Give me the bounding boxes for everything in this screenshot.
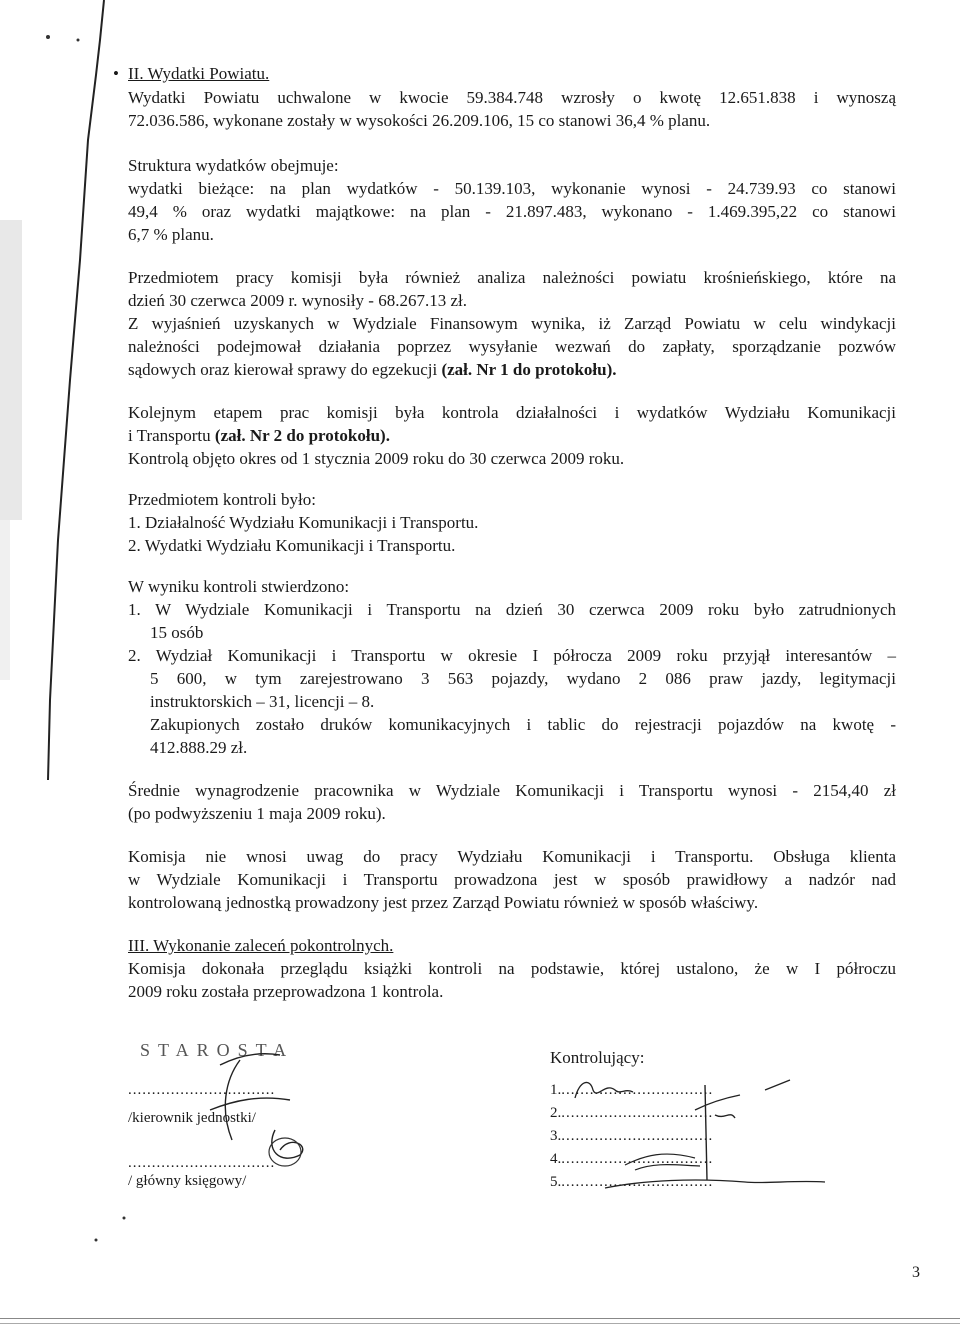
- paragraph-line: (po podwyższeniu 1 maja 2009 roku).: [128, 804, 386, 823]
- list-item-continued: Zakupionych zostało druków komunikacyjnych i tablic do rejestracji pojazdów na kwotę -: [150, 715, 896, 734]
- list-item: 2. Wydatki Wydziału Komunikacji i Transportu.: [128, 536, 456, 555]
- signature-line: ................................: [561, 1151, 714, 1167]
- paragraph-text: i Transportu: [128, 426, 211, 445]
- paragraph-line: kontrolowaną jednostką prowadzony jest przez Zarząd Powiatu również w sposób właściwy.: [128, 893, 759, 912]
- paragraph-line: Kontrolą objęto okres od 1 stycznia 2009 roku do 30 czerwca 2009 roku.: [128, 449, 625, 468]
- signature-line: ................................: [561, 1082, 714, 1098]
- inspector-slot: [550, 1172, 713, 1192]
- inspector-number: 3.: [550, 1128, 562, 1144]
- inspector-number: 2.: [550, 1105, 562, 1121]
- paragraph-line: [128, 359, 616, 381]
- list-item: 1. Działalność Wydziału Komunikacji i Transportu.: [128, 513, 479, 532]
- list-item-continued: 412.888.29 zł.: [150, 738, 248, 757]
- paragraph-line: 2009 roku została przeprowadzona 1 kontrola.: [128, 982, 444, 1001]
- paragraph-line: [128, 425, 390, 447]
- signature-line: ................................: [561, 1105, 714, 1121]
- inspector-slot: [550, 1149, 713, 1169]
- list-item: 2. Wydział Komunikacji i Transportu w okresie I półrocza 2009 roku przyjął interesantów –: [128, 646, 896, 665]
- attachment-reference: (zał. Nr 2 do protokołu).: [214, 426, 390, 445]
- paragraph-line: Struktura wydatków obejmuje:: [128, 156, 339, 175]
- signature-line: ...............................: [128, 1155, 276, 1171]
- list-item-continued: 5 600, w tym zarejestrowano 3 563 pojazdy, wydano 2 086 praw jazdy, legitymacji: [150, 669, 896, 688]
- paragraph-line: Wydatki Powiatu uchwalone w kwocie 59.384.748 wzrosły o kwotę 12.651.838 i wynoszą: [128, 88, 896, 107]
- attachment-reference: (zał. Nr 1 do protokołu).: [441, 360, 617, 379]
- list-title: Przedmiotem kontroli było:: [128, 490, 316, 509]
- paragraph-line: 49,4 % oraz wydatki majątkowe: na plan - 21.897.483, wykonano - 1.469.395,22 co stanowi: [128, 202, 896, 221]
- paragraph-line: Z wyjaśnień uzyskanych w Wydziale Finansowym wynika, iż Zarząd Powiatu w celu windykacji: [128, 314, 896, 333]
- signature-line: ................................: [561, 1174, 714, 1190]
- paragraph-line: w Wydziale Komunikacji i Transportu prowadzona jest w sposób prawidłowy a nadzór nad: [128, 870, 896, 889]
- inspector-slot: [550, 1103, 713, 1123]
- section-heading-wydatki: II. Wydatki Powiatu.: [128, 64, 270, 83]
- inspector-slot: [550, 1080, 713, 1100]
- scan-edge-artifact: [0, 0, 130, 1343]
- paragraph-text: sądowych oraz kierował sprawy do egzekucji: [128, 360, 438, 379]
- paragraph-line: Kolejnym etapem prac komisji była kontrola działalności i wydatków Wydziału Komunikacji: [128, 403, 896, 422]
- page-number: 3: [912, 1264, 920, 1281]
- paragraph-line: 6,7 % planu.: [128, 225, 214, 244]
- stamp-text: STAROSTA: [140, 1040, 295, 1060]
- inspector-number: 1.: [550, 1082, 562, 1098]
- inspectors-title: Kontrolujący:: [550, 1048, 645, 1067]
- paragraph-line: wydatki bieżące: na plan wydatków - 50.139.103, wykonanie wynosi - 24.739.93 co stanowi: [128, 179, 896, 198]
- paragraph-line: dzień 30 czerwca 2009 r. wynosiły - 68.267.13 zł.: [128, 291, 467, 310]
- paragraph-line: Przedmiotem pracy komisji była również analiza należności powiatu krośnieńskiego, które na: [128, 268, 896, 287]
- scan-bottom-line: [0, 1323, 960, 1324]
- signature-label-ksiegowy: / główny księgowy/: [128, 1173, 247, 1189]
- signature-line: ................................: [561, 1128, 714, 1144]
- paragraph-line: Komisja nie wnosi uwag do pracy Wydziału Komunikacji i Transportu. Obsługa klienta: [128, 847, 896, 866]
- paragraph-line: 72.036.586, wykonane zostały w wysokości 26.209.106, 15 co stanowi 36,4 % planu.: [128, 111, 711, 130]
- paragraph-line: należności podejmował działania poprzez wysyłanie wezwań do zapłaty, sporządzanie pozwów: [128, 337, 896, 356]
- section-heading-zalecenia: III. Wykonanie zaleceń pokontrolnych.: [128, 936, 394, 955]
- inspector-number: 5.: [550, 1174, 562, 1190]
- inspector-slot: [550, 1126, 713, 1146]
- list-title: W wyniku kontroli stwierdzono:: [128, 577, 350, 596]
- paragraph-line: Komisja dokonała przeglądu książki kontroli na podstawie, której ustalono, że w I półroczu: [128, 959, 896, 978]
- scan-bottom-line: [0, 1318, 960, 1319]
- signature-line: ...............................: [128, 1082, 276, 1098]
- list-item: 1. W Wydziale Komunikacji i Transportu na dzień 30 czerwca 2009 roku było zatrudnionych: [128, 600, 896, 619]
- list-item-continued: instruktorskich – 31, licencji – 8.: [150, 692, 375, 711]
- signature-label-kierownik: /kierownik jednostki/: [128, 1110, 256, 1126]
- bullet-dot: •: [113, 64, 119, 83]
- paragraph-line: Średnie wynagrodzenie pracownika w Wydziale Komunikacji i Transportu wynosi - 2154,40 zł: [128, 781, 896, 800]
- list-item-continued: 15 osób: [150, 623, 204, 642]
- inspector-number: 4.: [550, 1151, 562, 1167]
